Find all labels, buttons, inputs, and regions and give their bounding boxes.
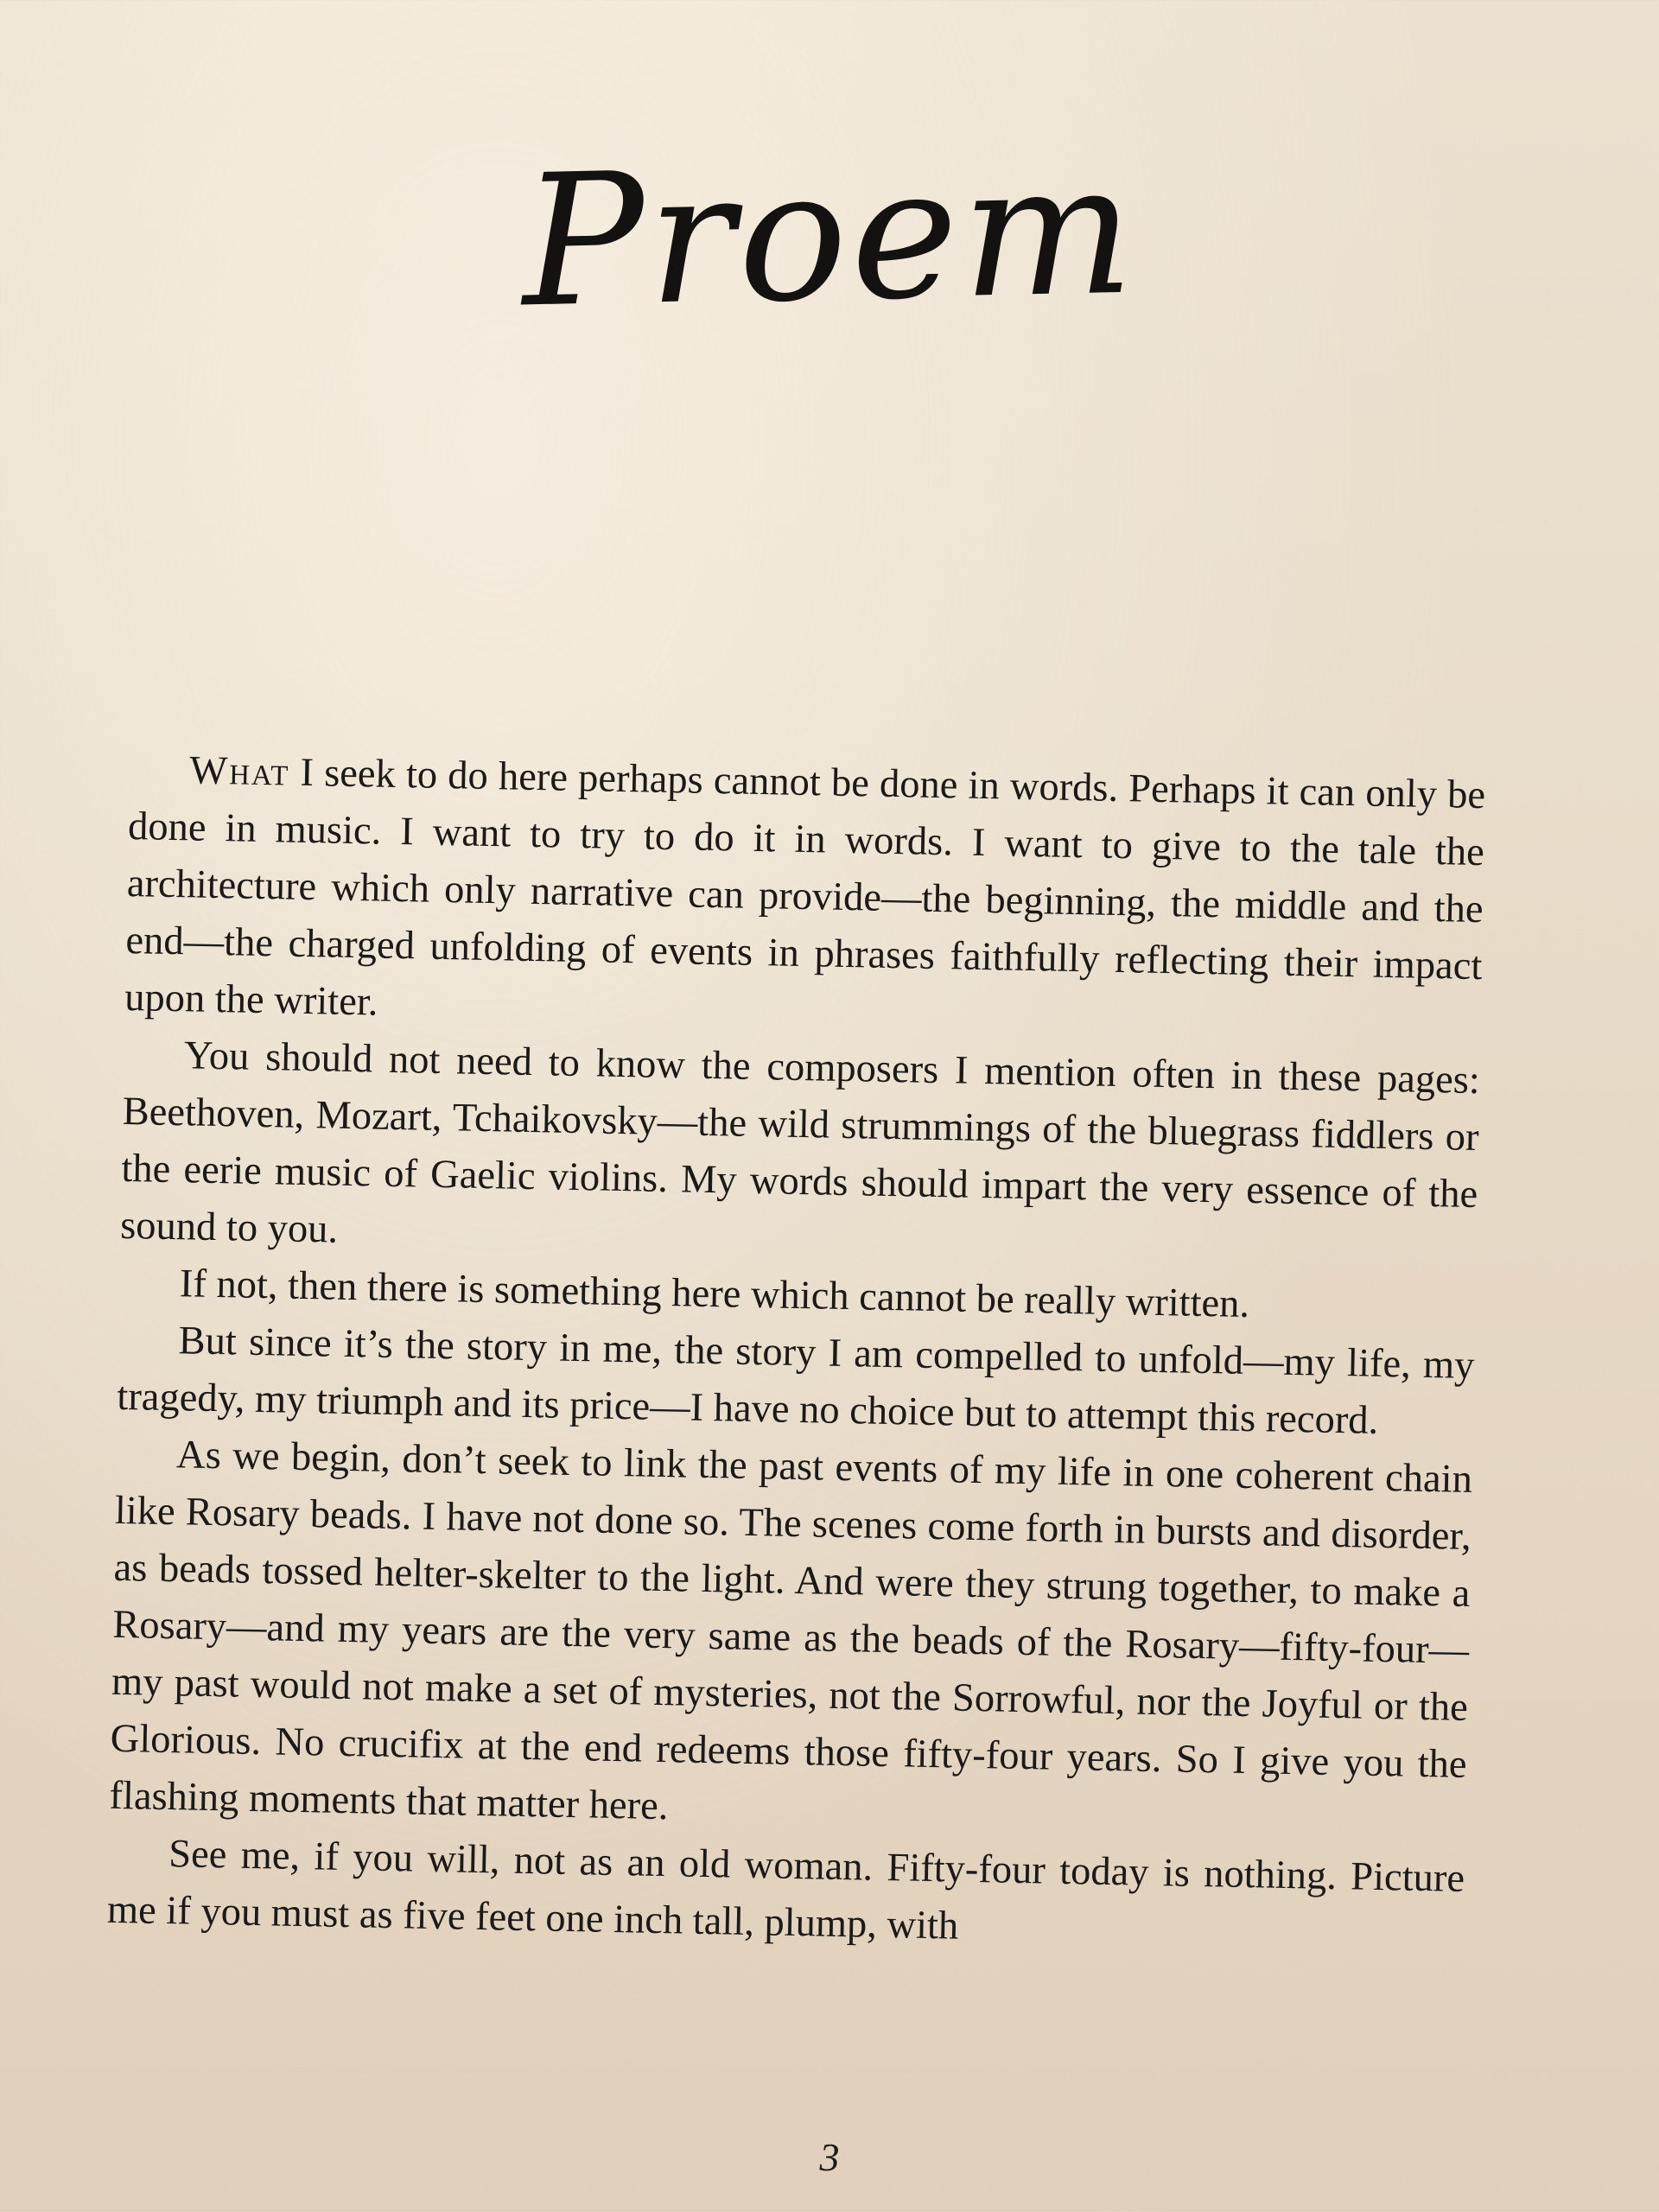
page-number: 3: [819, 2135, 840, 2179]
paragraph-6: See me, if you will, not as an old woman. Fifty-four today is nothing. Picture me if you must as five feet one inch tall, plump, with: [106, 1832, 1465, 1948]
body-text: [106, 741, 1485, 1965]
paragraph-4: But since it’s the story in me, the story I am compelled to unfold—my life, my tragedy, my triumph and its price—I have no choice but to attempt this record.: [116, 1319, 1475, 1443]
paragraph-2: You should not need to know the composers I mention often in these pages: Beethoven, Mozart, Tchaikovsky—the wild strummings of the bluegrass fiddlers or the eerie music of Gaelic violins. My words should impart the very essence of the sound to you.: [119, 1033, 1481, 1252]
paragraph-3: If not, then there is something here which cannot be really written.: [179, 1262, 1250, 1326]
show-through-text: [164, 0, 1503, 709]
paragraph-1: [124, 741, 1486, 1052]
paragraph-1-text: I seek to do here perhaps cannot be done in words. Perhaps it can only be done in music. I want to try to do it in words. I want to give to the tale the architecture which only narrative can provide—the beginning, the middle and the end—the charged unfolding of events in phrases faithfully reflecting their impact upon the writer.: [124, 750, 1486, 1025]
chapter-title: Proem: [519, 123, 1140, 348]
paragraph-5: As we begin, don’t seek to link the past events of my life in one coherent chain like Rosary beads. I have not done so. The scenes come forth in bursts and disorder, as beads tossed helter-skelter to the light. And were they strung together, to make a Rosary—and my years are the very same as the beads of the Rosary—fifty-four—my past would not make a set of mysteries, not the Sorrowful, nor the Joyful or the Glorious. No crucifix at the end redeems those fifty-four years. So I give you the flashing moments that matter here.: [109, 1433, 1473, 1829]
opening-small-caps: What: [188, 748, 290, 795]
